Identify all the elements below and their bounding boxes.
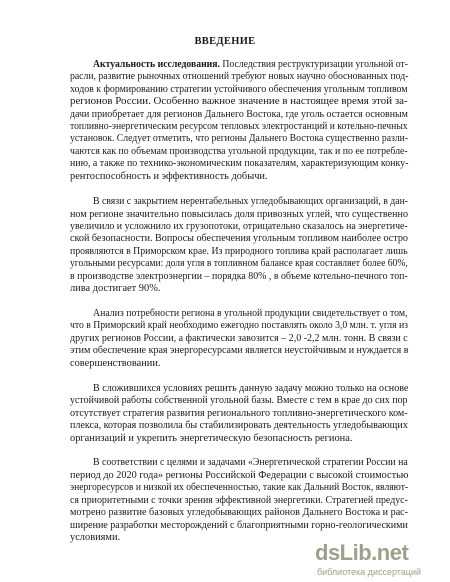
text-line: период до 2020 года» регионы Российской Федерации с высокой стоимостью bbox=[70, 470, 409, 481]
text-line: В сложившихся условиях решить данную задачу можно только на основе bbox=[93, 383, 409, 394]
watermark-caption: библиотека диссертаций bbox=[317, 567, 422, 577]
text-line: чаются как по объемам производства угольной продукции, так и по ее потребле- bbox=[70, 146, 408, 157]
text-line: установок. Следует отметить, что регионы Дальнего Востока существенно разли- bbox=[70, 133, 409, 144]
text-line: Анализ потребности региона в угольной продукции свидетельствует о том, bbox=[93, 308, 408, 319]
text-line: ширение разработки месторождений с благоприятными горно-геологическими bbox=[70, 520, 408, 531]
text-line bbox=[93, 59, 408, 71]
text-line: дачи приобретает для регионов Дальнего Востока, где уголь остается основным bbox=[70, 109, 408, 120]
text-line: условиями. bbox=[70, 532, 121, 543]
text-line: устойчивой работы собственной угольной базы. Вместе с тем в крае до сих пор bbox=[70, 395, 408, 406]
text-line: В соответствии с целями и задачами «Энергетической стратегии России на bbox=[93, 457, 408, 468]
text-line: этим обеспечение края энергоресурсами является неустойчивым и нуждается в bbox=[70, 345, 409, 356]
text-line: организаций и укрепить энергетическую безопасность региона. bbox=[70, 433, 353, 444]
text-line: мотрено развитие базовых угледобывающих районов Дальнего Востока и рас- bbox=[70, 507, 409, 518]
text-line: лива достигает 90%. bbox=[70, 283, 161, 294]
text-line: что в Приморский край необходимо ежегодно поставлять около 3,0 млн. т. угля из bbox=[70, 320, 408, 331]
text-line: угольными ресурсами: доля угля в топливном балансе края составляет более 60%, bbox=[70, 258, 408, 269]
watermark-logo-text: dsLib.net bbox=[315, 540, 409, 565]
text-line: В связи с закрытием нерентабельных угледобывающих организаций, в дан- bbox=[93, 196, 409, 207]
text-line: увеличило и усложнило их грузопотоки, отрицательно сказалось на энергетиче- bbox=[70, 221, 408, 232]
text-line: плекса, которая позволила бы стабилизировать деятельность угледобывающих bbox=[70, 420, 408, 431]
text-line: энергоресурсов и низкой их обеспеченностью, такие как Дальний Восток, являют- bbox=[70, 482, 409, 493]
text-line: ся приоритетными с точки зрения эффективной энергетики. Стратегией предус- bbox=[70, 495, 408, 506]
text-line: расли, развитие рыночных отношений требуют новых научно обоснованных под- bbox=[70, 71, 409, 82]
page-title: ВВЕДЕНИЕ bbox=[194, 36, 256, 47]
text-line: совершенствовании. bbox=[70, 358, 161, 369]
text-line: нию, а также по технико-экономическим показателям, характеризующим конку- bbox=[70, 158, 409, 169]
lead-heading: Актуальность исследования. bbox=[93, 59, 220, 70]
text-line: других регионов России, а фактически завозится – 2,0 -2,2 млн. тонн. В связи с bbox=[70, 333, 408, 344]
lead-text: Последствия реструктуризации угольной от- bbox=[219, 59, 408, 70]
watermark-logo bbox=[315, 540, 440, 580]
text-line: рентоспособность и эффективность добычи. bbox=[70, 171, 268, 182]
text-line: ской безопасности. Вопросы обеспечения угольным топливом наиболее остро bbox=[70, 233, 408, 244]
text-line: проявляются в Приморском крае. Из природного топлива край располагает лишь bbox=[70, 246, 408, 257]
text-line: регионов России. Особенно важное значение в настоящее время этой за- bbox=[70, 96, 408, 107]
text-line: топливно-энергетическим ресурсом тепловых электростанций и котельно-печных bbox=[70, 121, 408, 132]
text-line: отсутствует стратегия развития регионального топливно-энергетического ком- bbox=[70, 408, 408, 419]
text-line: ном регионе значительно повысилась доля привозных углей, что существенно bbox=[70, 209, 409, 220]
text-line: ходов к формированию стратегии устойчивого обеспечения угольным топливом bbox=[70, 84, 408, 95]
text-line: в производстве электроэнергии – порядка 80% , в объеме котельно-печного топ- bbox=[70, 271, 408, 282]
